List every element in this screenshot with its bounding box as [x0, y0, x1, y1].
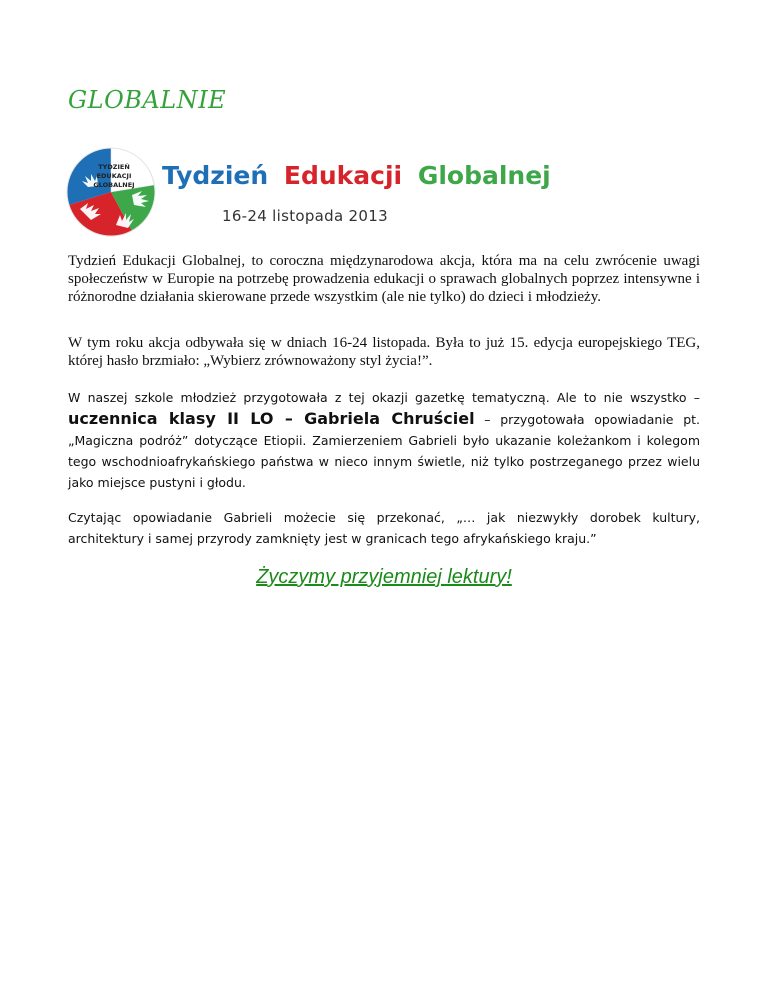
paragraph-school-part1: W naszej szkole młodzież przygotowała z tej okazji gazetkę tematyczną. Ale to nie wszystko – [68, 390, 700, 405]
event-banner [66, 147, 551, 237]
page-title: GLOBALNIE [68, 86, 227, 114]
logo-line-2: EDUKACJI [96, 172, 132, 180]
paragraph-school [68, 387, 700, 493]
teg-logo [66, 147, 551, 237]
banner-dates: 16-24 listopada 2013 [222, 207, 388, 225]
closing-wish: Życzymy przyjemniej lektury! [256, 566, 512, 588]
banner-title-word1: Tydzień [162, 161, 269, 190]
paragraph-edition: W tym roku akcja odbywała się w dniach 16-24 listopada. Była to już 15. edycja europejskiego TEG, której hasło brzmiało: „Wybierz zrównoważony styl życia!”. [68, 335, 700, 369]
logo-line-3: GLOBALNEJ [93, 181, 135, 189]
logo-line-1: TYDZIEŃ [98, 163, 130, 171]
logo-circle [67, 148, 155, 236]
banner-title [162, 161, 551, 190]
paragraph-intro: Tydzień Edukacji Globalnej, to coroczna międzynarodowa akcja, która ma na celu zwrócenie uwagi społeczeństw w Europie na potrzebę prowadzenia edukacji o sprawach globalnych poprzez intensywne i różnorodne działania skierowane przede wszystkim (ale nie tylko) do dzieci i młodzieży. [68, 253, 700, 305]
paragraph-reading: Czytając opowiadanie Gabrieli możecie się przekonać, „… jak niezwykły dorobek kultury, architektury i samej przyrody zamknięty jest w granicach tego afrykańskiego kraju.” [68, 510, 700, 546]
student-name: uczennica klasy II LO – Gabriela Chruściel [68, 409, 475, 428]
banner-title-word3: Globalnej [417, 161, 551, 190]
paragraph-school-part2: – przygotowała opowiadanie pt. „Magiczna podróż” dotyczące Etiopii. Zamierzeniem Gabrieli było ukazanie koleżankom i kolegom tego wschodnioafrykańskiego państwa w nieco innym świetle, niż tylko postrzeganego przez wielu jako miejsce pustyni i głodu. [68, 412, 700, 490]
banner-title-word2: Edukacji [283, 161, 403, 190]
